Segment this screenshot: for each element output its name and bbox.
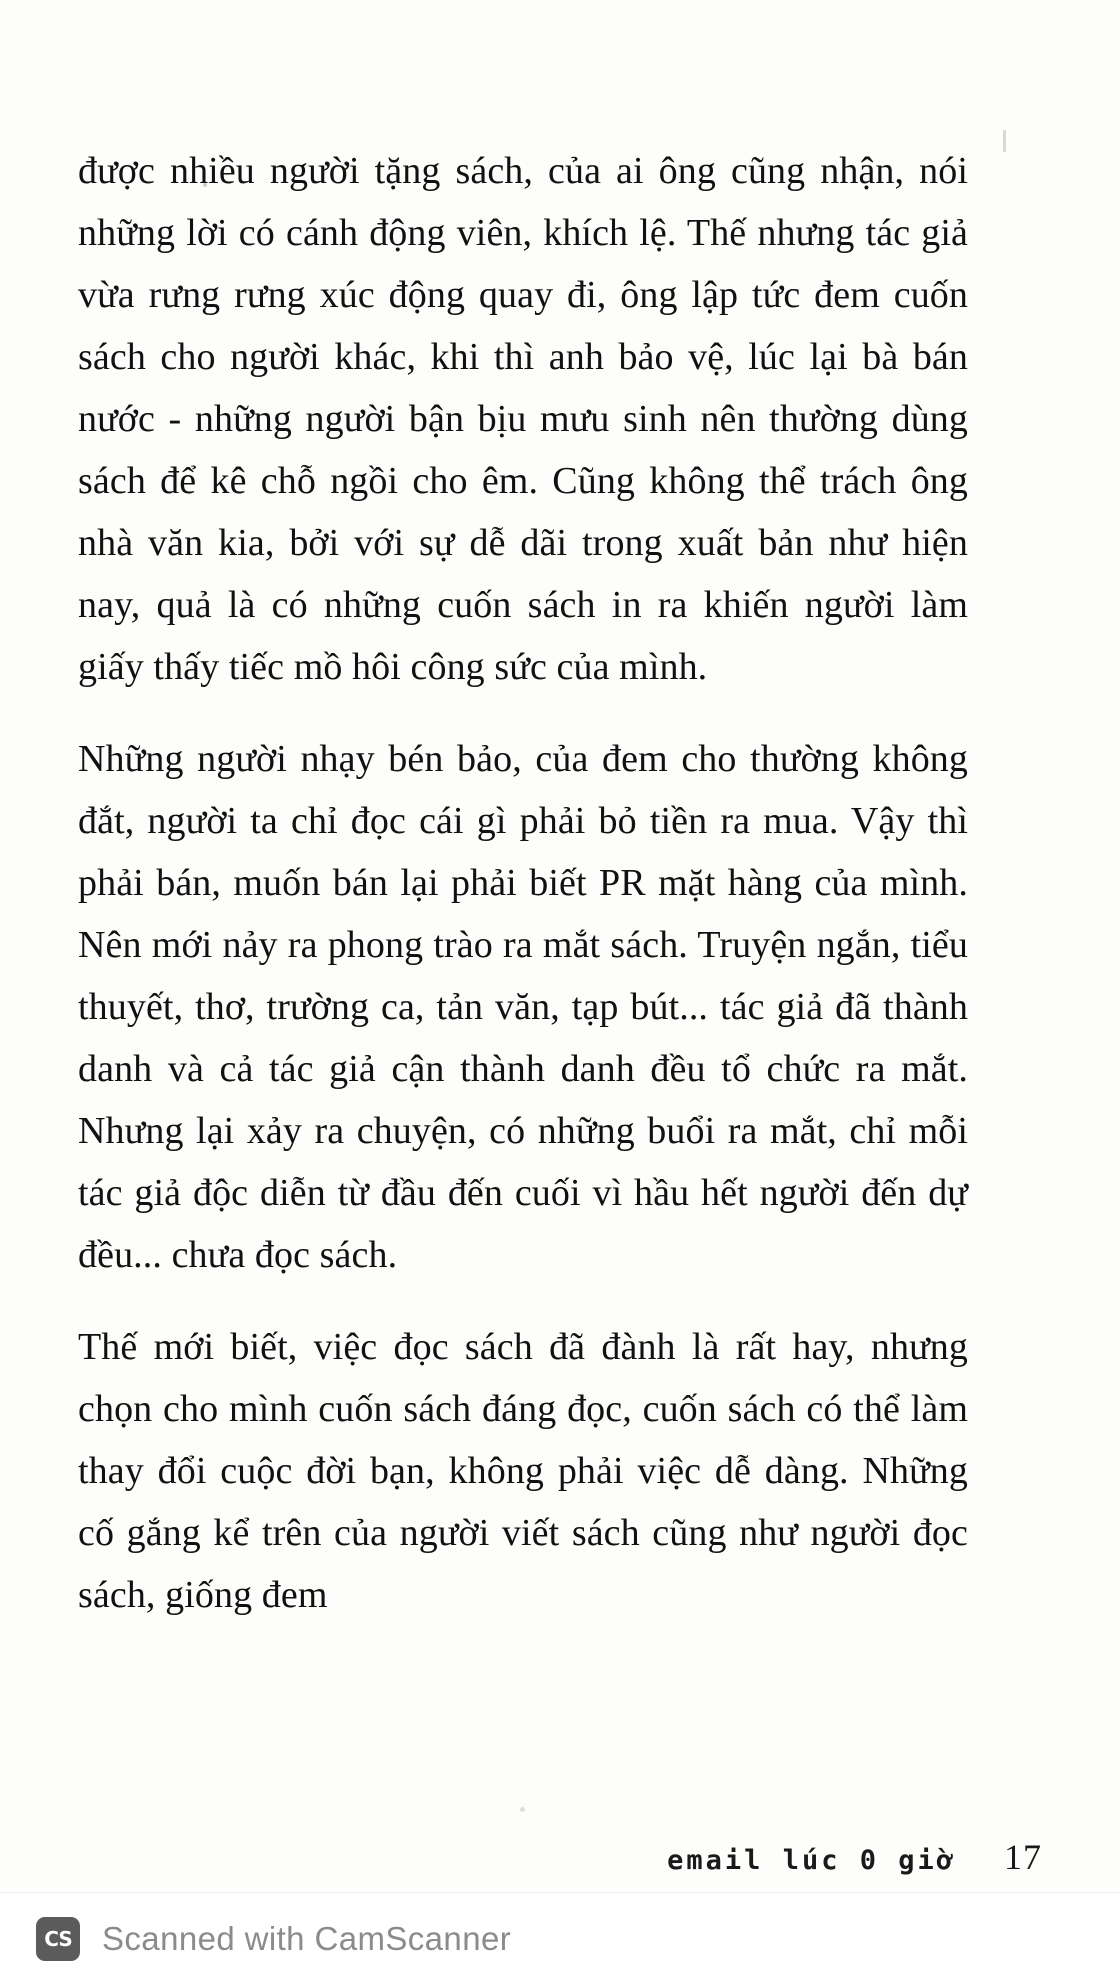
camscanner-watermark (0, 1892, 1120, 1984)
scan-artifact (520, 1807, 525, 1812)
page-number: 17 (1004, 1837, 1042, 1877)
scan-artifact (1003, 130, 1006, 152)
camscanner-watermark-label: Scanned with CamScanner (102, 1919, 512, 1957)
paragraph: được nhiều người tặng sách, của ai ông cũng nhận, nói những lời có cánh động viên, khích lệ. Thế nhưng tác giả vừa rưng rưng xúc động quay đi, ông lập tức đem cuốn sách cho người khác, khi thì anh bảo vệ, lúc lại bà bán nước - những người bận bịu mưu sinh nên thường dùng sách để kê chỗ ngồi cho êm. Cũng không thể trách ông nhà văn kia, bởi với sự dễ dãi trong xuất bản như hiện nay, quả là có những cuốn sách in ra khiến người làm giấy thấy tiếc mồ hôi công sức của mình. (78, 150, 968, 688)
page-body-text (78, 140, 968, 1626)
running-title: email lúc 0 giờ (667, 1845, 956, 1876)
page-footer (78, 1836, 1042, 1888)
paragraph: Những người nhạy bén bảo, của đem cho thường không đắt, người ta chỉ đọc cái gì phải bỏ tiền ra mua. Vậy thì phải bán, muốn bán lại phải biết PR mặt hàng của mình. Nên mới nảy ra phong trào ra mắt sách. Truyện ngắn, tiểu thuyết, thơ, trường ca, tản văn, tạp bút... tác giả đã thành danh và cả tác giả cận thành danh đều tổ chức ra mắt. Nhưng lại xảy ra chuyện, có những buổi ra mắt, chỉ mỗi tác giả độc diễn từ đầu đến cuối vì hầu hết người đến dự đều... chưa đọc sách. (78, 738, 968, 1276)
camscanner-logo-icon: CS (36, 1917, 80, 1961)
paragraph: Thế mới biết, việc đọc sách đã đành là rất hay, nhưng chọn cho mình cuốn sách đáng đọc, cuốn sách có thể làm thay đổi cuộc đời bạn, không phải việc dễ dàng. Những cố gắng kể trên của người viết sách cũng như người đọc sách, giống đem (78, 1326, 968, 1616)
